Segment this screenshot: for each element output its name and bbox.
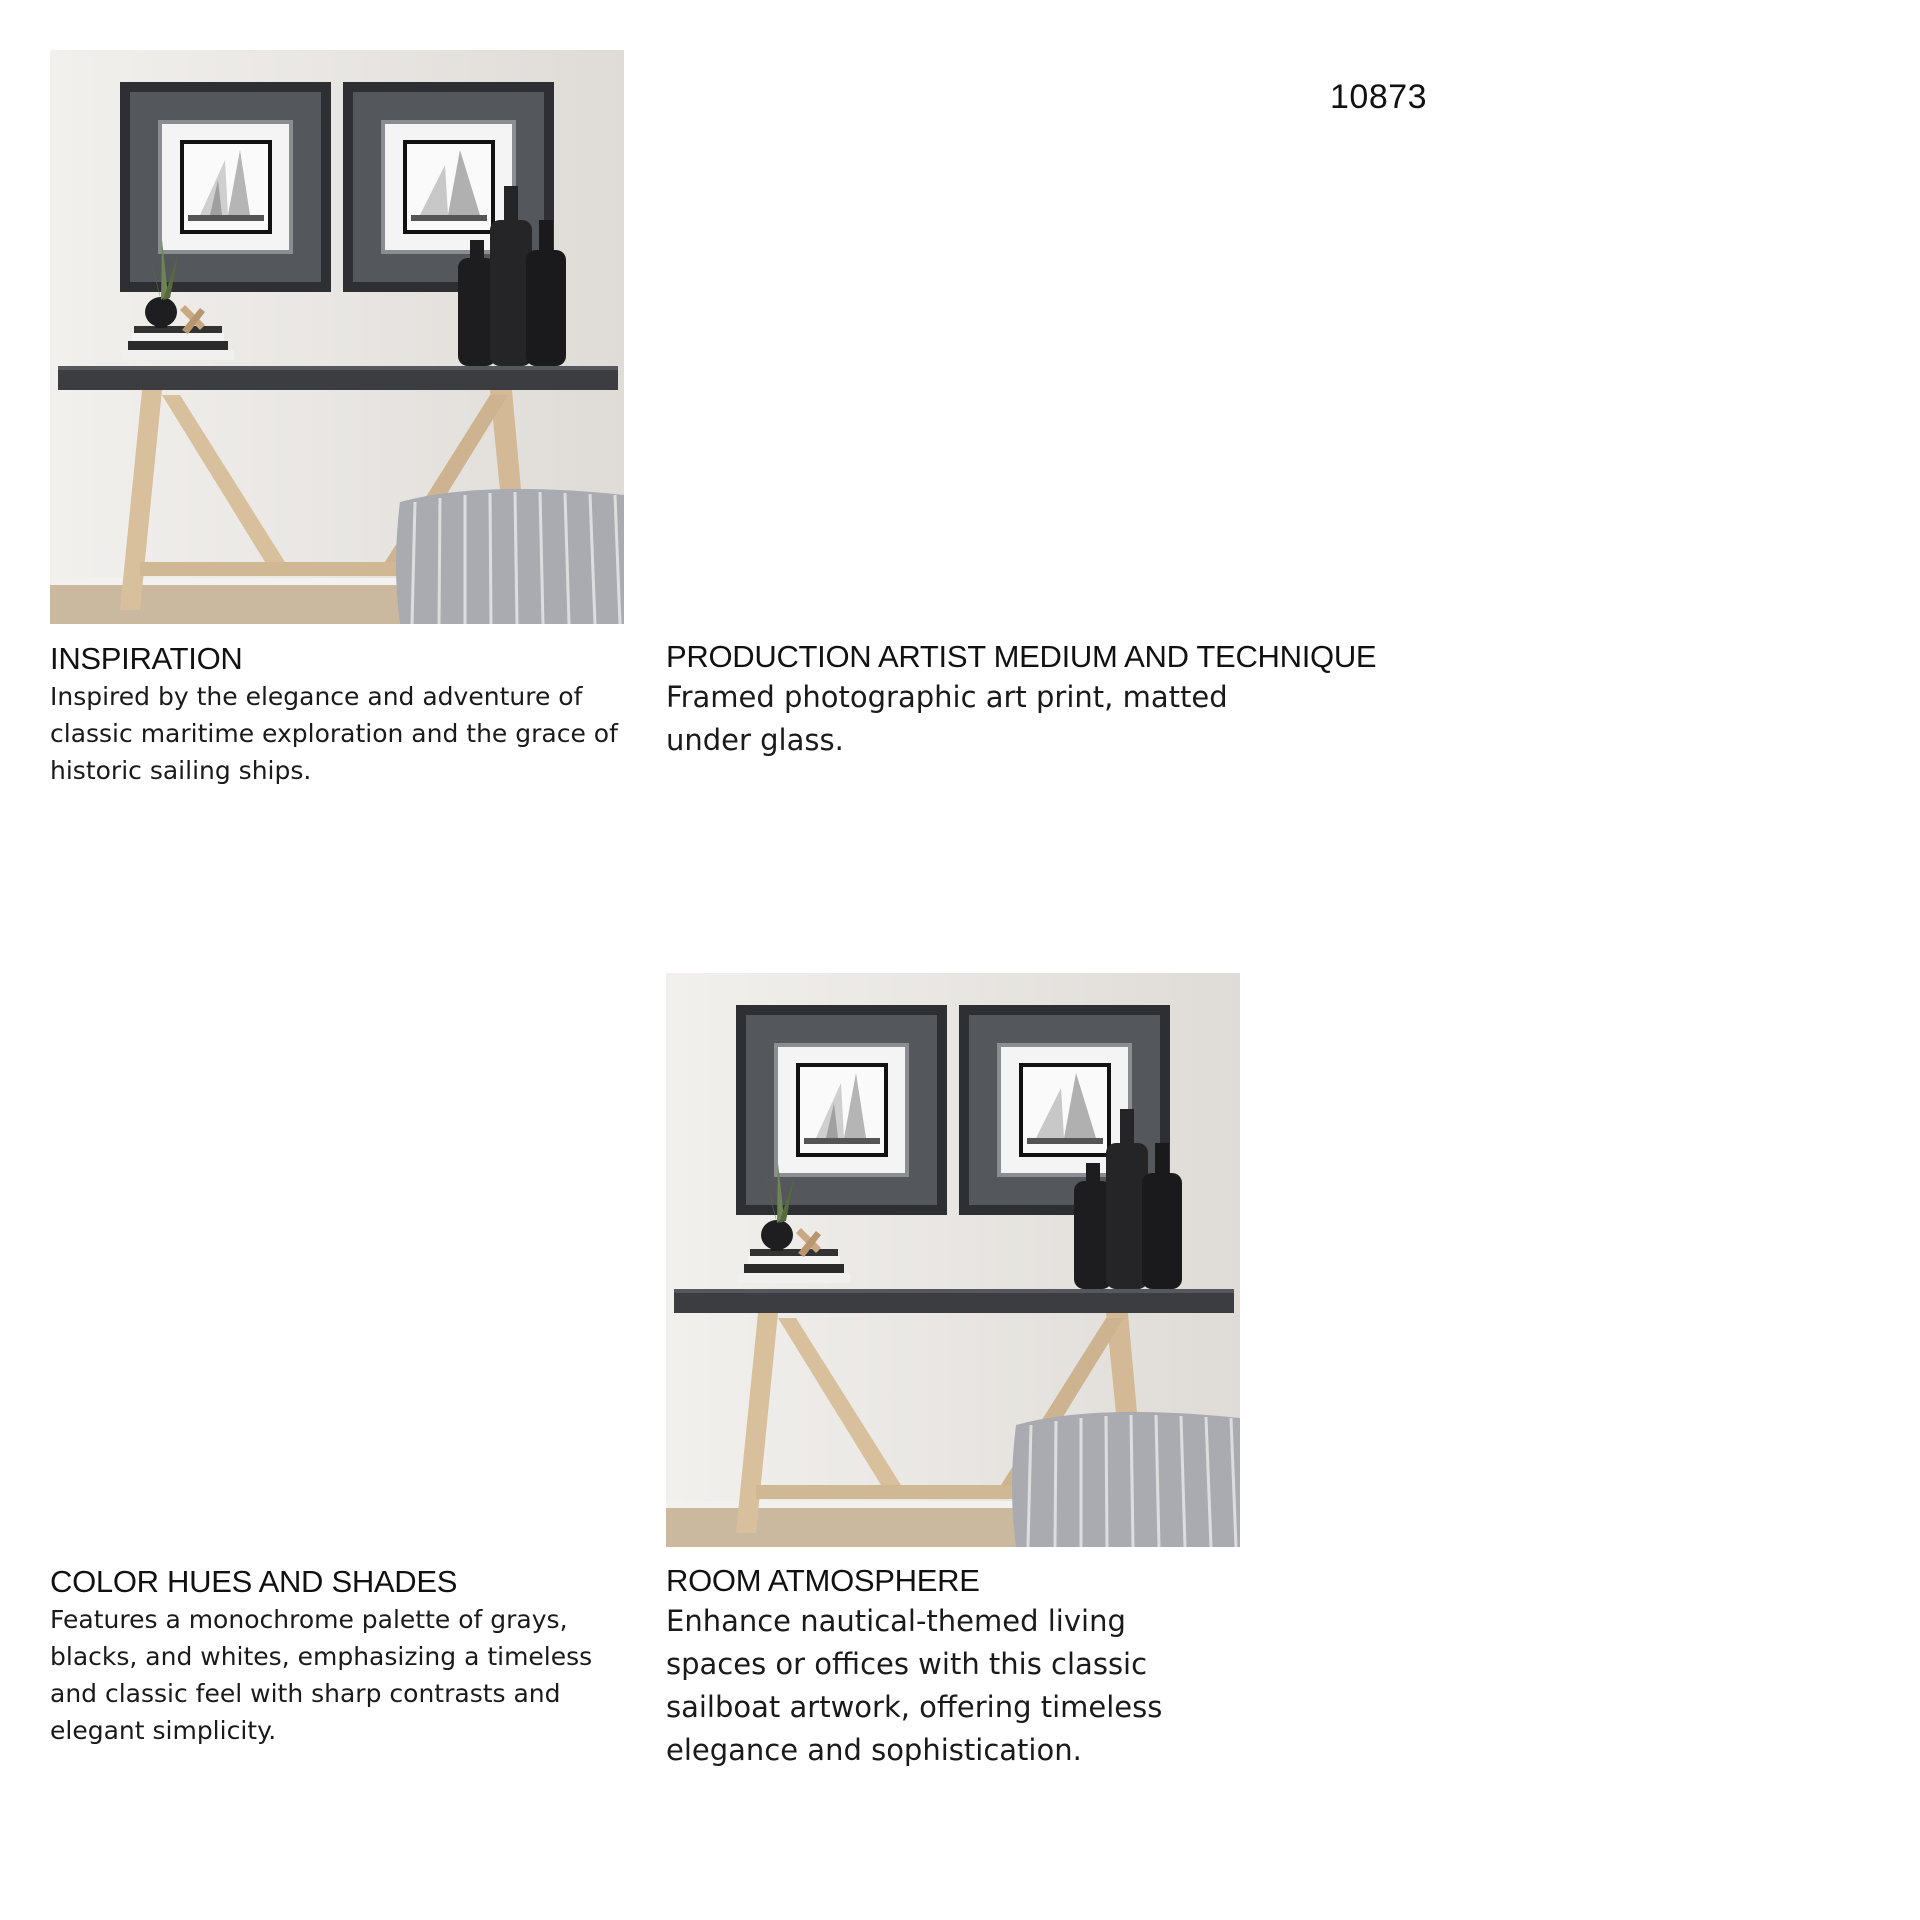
inspiration-text: Inspired by the elegance and adventure of classic maritime exploration and the grace of historic sailing ships. <box>50 682 618 785</box>
production-section <box>666 638 1566 762</box>
product-number: 10873 <box>1330 78 1428 116</box>
color-section <box>50 1563 630 1749</box>
room-heading: ROOM ATMOSPHERE <box>666 1563 980 1598</box>
room-text: Enhance nautical-themed living spaces or offices with this classic sailboat artwork, offering timeless elegance and sophistication. <box>666 1604 1163 1767</box>
product-room-photo <box>50 50 624 624</box>
production-text: Framed photographic art print, matted under glass. <box>666 680 1228 757</box>
product-room-photo-2 <box>666 973 1240 1547</box>
production-heading: PRODUCTION ARTIST MEDIUM AND TECHNIQUE <box>666 639 1377 674</box>
inspiration-heading: INSPIRATION <box>50 641 243 676</box>
inspiration-section <box>50 640 630 789</box>
color-heading: COLOR HUES AND SHADES <box>50 1564 458 1599</box>
room-section <box>666 1562 1266 1772</box>
color-text: Features a monochrome palette of grays, blacks, and whites, emphasizing a timeless and classic feel with sharp contrasts and elegant simplicity. <box>50 1605 593 1745</box>
